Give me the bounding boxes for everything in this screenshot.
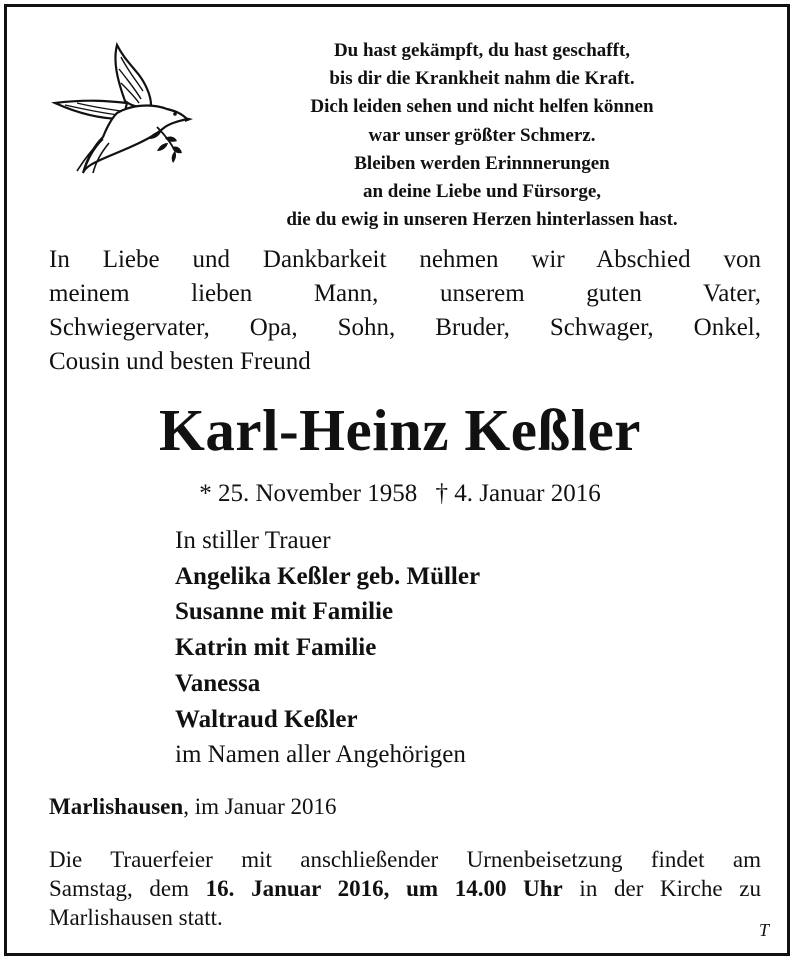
mourners-list	[175, 523, 735, 773]
mourners-opening: In stiller Trauer	[175, 527, 331, 554]
place-town: Marlishausen	[49, 794, 184, 819]
birth-date: * 25. November 1958	[199, 480, 418, 507]
mourner-name: Katrin mit Familie	[175, 634, 377, 662]
funeral-line: Die Trauerfeier mit anschließender Urnenbeisetzung findet am	[49, 847, 761, 872]
poem-line: die du ewig in unseren Herzen hinterlassen hast.	[286, 209, 678, 231]
poem-line: bis dir die Krankheit nahm die Kraft.	[329, 68, 635, 90]
mourner-name: Angelika Keßler geb. Müller	[175, 562, 481, 590]
funeral-date-time: 16. Januar 2016, um 14.00 Uhr	[205, 876, 563, 901]
poem-line: war unser größter Schmerz.	[368, 124, 596, 146]
intro-line: meinem lieben Mann, unserem guten Vater,	[49, 280, 761, 307]
obituary-frame	[4, 4, 790, 956]
poem-line: Dich leiden sehen und nicht helfen können	[310, 96, 654, 118]
funeral-notice	[49, 845, 761, 932]
deceased-name: Karl-Heinz Keßler	[159, 397, 641, 463]
poem-line: Bleiben werden Erinnnerungen	[354, 152, 610, 174]
life-dates	[7, 477, 793, 511]
intro-line: Cousin und besten Freund	[49, 348, 311, 375]
intro-text	[49, 243, 761, 379]
poem-line: an deine Liebe und Fürsorge,	[362, 181, 602, 203]
funeral-location-text: in der Kirche zu	[562, 876, 762, 901]
mourner-name: Vanessa	[175, 669, 261, 697]
place-date	[49, 792, 337, 822]
funeral-day: Samstag, dem	[49, 876, 206, 901]
mourners-closing: im Namen aller Angehörigen	[175, 741, 466, 769]
poem-line: Du hast gekämpft, du hast geschafft,	[333, 40, 631, 61]
death-date: † 4. Januar 2016	[435, 480, 601, 507]
funeral-line: Marlishausen statt.	[49, 905, 223, 930]
intro-line: Schwiegervater, Opa, Sohn, Bruder, Schwager, Onkel,	[49, 314, 761, 341]
publisher-mark: T	[758, 920, 769, 940]
mourner-name: Susanne mit Familie	[175, 598, 394, 626]
intro-line: In Liebe und Dankbarkeit nehmen wir Abschied von	[49, 246, 761, 273]
mourner-name: Waltraud Keßler	[175, 705, 358, 733]
funeral-line	[49, 874, 761, 903]
poem	[212, 37, 752, 234]
place-month: , im Januar 2016	[183, 794, 337, 819]
dove-icon	[47, 39, 207, 179]
